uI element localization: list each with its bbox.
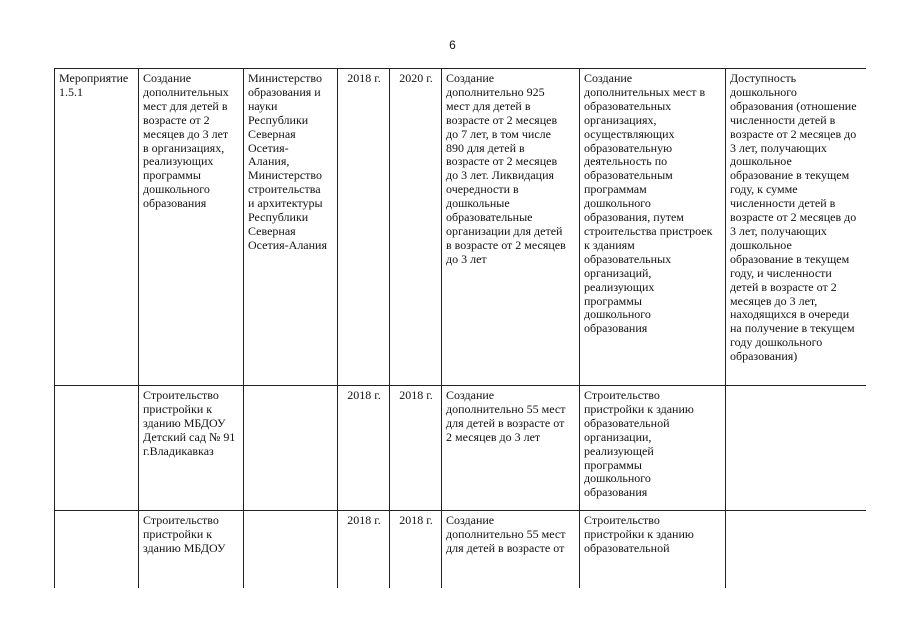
event-cell bbox=[55, 511, 139, 589]
end-year-cell: 2018 г. bbox=[390, 386, 442, 511]
table-row bbox=[55, 511, 867, 589]
start-year-cell: 2018 г. bbox=[338, 511, 390, 589]
event-cell: Мероприятие 1.5.1 bbox=[55, 69, 139, 386]
table-row bbox=[55, 386, 867, 511]
description-cell: Строительство пристройки к зданию образовательной bbox=[580, 511, 726, 589]
executor-cell bbox=[244, 386, 338, 511]
description-cell: Строительство пристройки к зданию образовательной организации, реализующей программы дошкольного образования bbox=[580, 386, 726, 511]
end-year-cell: 2020 г. bbox=[390, 69, 442, 386]
event-cell bbox=[55, 386, 139, 511]
end-year-cell: 2018 г. bbox=[390, 511, 442, 589]
executor-cell: Министерство образования и науки Республики Северная Осетия- Алания, Министерство строительства и архитектуры Республики Северная Осетия-Алания bbox=[244, 69, 338, 386]
name-cell: Строительство пристройки к зданию МБДОУ bbox=[139, 511, 244, 589]
name-cell: Строительство пристройки к зданию МБДОУ Детский сад № 91 г.Владикавказ bbox=[139, 386, 244, 511]
description-cell: Создание дополнительных мест в образовательных организациях, осуществляющих образовательную деятельность по образовательным программам дошкольного образования, путем строительства пристроек к зданиям образовательных организаций, реализующих программы дошкольного образования bbox=[580, 69, 726, 386]
document-table-container bbox=[54, 68, 866, 588]
program-events-table bbox=[54, 68, 866, 588]
indicator-cell: Доступность дошкольного образования (отношение численности детей в возрасте от 2 месяцев до 3 лет, получающих дошкольное образование в текущем году, к сумме численности детей в возрасте от 2 месяцев до 3 лет, получающих дошкольное образование в текущем году, и численности детей в возрасте от 2 месяцев до 3 лет, находящихся в очереди на получение в текущем году дошкольного образования) bbox=[726, 69, 867, 386]
executor-cell bbox=[244, 511, 338, 589]
page-number: 6 bbox=[449, 38, 456, 52]
indicator-cell bbox=[726, 511, 867, 589]
result-cell: Создание дополнительно 55 мест для детей в возрасте от bbox=[442, 511, 580, 589]
table-row bbox=[55, 69, 867, 386]
start-year-cell: 2018 г. bbox=[338, 386, 390, 511]
start-year-cell: 2018 г. bbox=[338, 69, 390, 386]
name-cell: Создание дополнительных мест для детей в возрасте от 2 месяцев до 3 лет в организациях, реализующих программы дошкольного образования bbox=[139, 69, 244, 386]
indicator-cell bbox=[726, 386, 867, 511]
result-cell: Создание дополнительно 925 мест для детей в возрасте от 2 месяцев до 7 лет, в том числе 890 для детей в возрасте от 2 месяцев до 3 лет. Ликвидация очередности в дошкольные образовательные организации для детей в возрасте от 2 месяцев до 3 лет bbox=[442, 69, 580, 386]
result-cell: Создание дополнительно 55 мест для детей в возрасте от 2 месяцев до 3 лет bbox=[442, 386, 580, 511]
